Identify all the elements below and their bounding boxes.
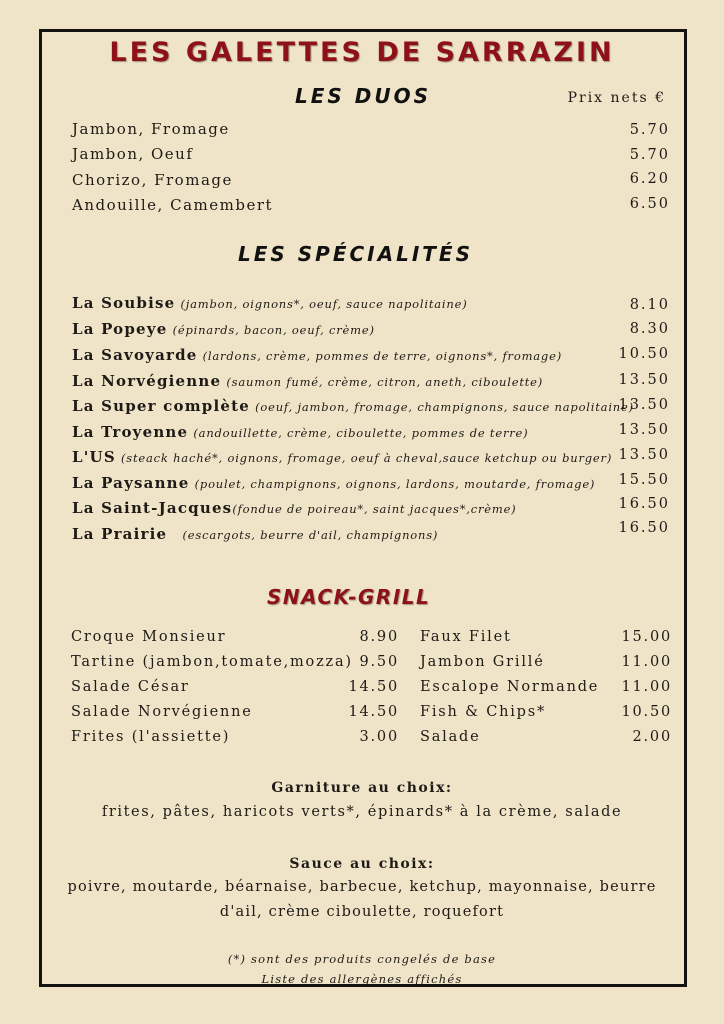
duos-heading: LES DUOS [295, 84, 432, 108]
duo-name: Jambon, Oeuf [72, 145, 194, 163]
snack-item-name: Jambon Grillé [420, 654, 545, 670]
specialite-item [72, 524, 438, 543]
garniture-text: frites, pâtes, haricots verts*, épinards* à la crème, salade [101, 804, 623, 820]
specialite-price: 16.50 [618, 520, 670, 536]
specialite-desc: (saumon fumé, crème, citron, aneth, ciboulette) [226, 375, 544, 389]
snack-item-name: Tartine (jambon,tomate,mozza) [71, 654, 353, 670]
snack-item-name: Escalope Normande [420, 679, 600, 695]
specialite-desc: (fondue de poireau*, saint jacques*,crème) [232, 502, 517, 516]
specialite-name: La Super complète [72, 397, 250, 415]
snack-heading: SNACK-GRILL [267, 585, 431, 609]
snack-item-name: Salade Norvégienne [71, 704, 253, 720]
snack-item-price: 3.00 [359, 729, 399, 745]
specialites-heading: LES SPÉCIALITÉS [238, 242, 473, 266]
menu-title: LES GALETTES DE SARRAZIN [109, 37, 615, 68]
specialite-name: La Soubise [72, 294, 176, 312]
specialite-item [72, 447, 612, 466]
snack-item-price: 10.50 [621, 704, 672, 720]
specialite-desc: (épinards, bacon, oeuf, crème) [172, 323, 375, 337]
specialite-item [72, 345, 562, 364]
specialite-price: 13.50 [618, 397, 670, 413]
snack-item-price: 11.00 [621, 654, 672, 670]
specialite-name: La Popeye [72, 320, 168, 338]
snack-item-price: 8.90 [359, 629, 399, 645]
specialite-name: La Prairie [72, 525, 168, 543]
specialite-item [72, 293, 468, 312]
garniture-heading: Garniture au choix: [271, 780, 453, 796]
specialite-price: 13.50 [618, 422, 670, 438]
specialite-desc: (poulet, champignons, oignons, lardons, moutarde, fromage) [194, 477, 596, 491]
specialite-desc: (steack haché*, oignons, fromage, oeuf à cheval,sauce ketchup ou burger) [120, 451, 613, 465]
allergen-note: Liste des allergènes affichés [261, 972, 463, 986]
price-note: Prix nets € [567, 90, 666, 106]
specialite-item [72, 319, 375, 338]
specialite-name: L'US [72, 448, 116, 466]
specialite-name: La Savoyarde [72, 346, 198, 364]
specialite-price: 16.50 [618, 496, 670, 512]
specialite-desc: (andouillette, crème, ciboulette, pommes de terre) [193, 426, 529, 440]
specialite-name: La Norvégienne [72, 372, 222, 390]
snack-item-price: 11.00 [621, 679, 672, 695]
specialite-desc: (escargots, beurre d'ail, champignons) [182, 528, 439, 542]
specialite-desc: (lardons, crème, pommes de terre, oignons*, fromage) [202, 349, 562, 363]
duo-name: Chorizo, Fromage [72, 171, 233, 189]
duo-name: Jambon, Fromage [72, 120, 230, 138]
specialite-name: La Saint-Jacques [72, 499, 233, 517]
specialite-name: La Paysanne [72, 474, 190, 492]
specialite-item [72, 422, 528, 441]
snack-item-name: Faux Filet [420, 629, 512, 645]
specialite-item [72, 473, 595, 492]
snack-item-price: 9.50 [359, 654, 399, 670]
specialite-price: 13.50 [618, 372, 670, 388]
sauce-heading: Sauce au choix: [289, 856, 435, 872]
snack-item-name: Frites (l'assiette) [71, 729, 231, 745]
sauce-text-line1: poivre, moutarde, béarnaise, barbecue, ketchup, mayonnaise, beurre [67, 879, 657, 895]
frozen-note: (*) sont des produits congelés de base [227, 952, 497, 966]
duo-price: 5.70 [629, 147, 670, 163]
duo-price: 5.70 [629, 122, 670, 138]
specialite-item [72, 371, 543, 390]
snack-item-name: Salade César [71, 679, 190, 695]
specialite-price: 8.10 [629, 297, 670, 313]
snack-item-name: Salade [420, 729, 481, 745]
snack-item-name: Croque Monsieur [71, 629, 227, 645]
specialite-price: 13.50 [618, 447, 670, 463]
duo-name: Andouille, Camembert [72, 196, 274, 214]
specialite-item [72, 396, 634, 415]
specialite-price: 8.30 [629, 321, 670, 337]
duo-price: 6.20 [629, 171, 670, 187]
specialite-desc: (oeuf, jambon, fromage, champignons, sauce napolitaine) [255, 400, 634, 414]
snack-item-name: Fish & Chips* [420, 704, 547, 720]
specialite-name: La Troyenne [72, 423, 189, 441]
sauce-text-line2: d'ail, crème ciboulette, roquefort [219, 904, 505, 920]
specialite-price: 15.50 [618, 472, 670, 488]
specialite-desc: (jambon, oignons*, oeuf, sauce napolitaine) [180, 297, 468, 311]
snack-item-price: 14.50 [348, 704, 399, 720]
specialite-item [72, 498, 516, 517]
snack-item-price: 15.00 [621, 629, 672, 645]
duo-price: 6.50 [629, 196, 670, 212]
snack-item-price: 14.50 [348, 679, 399, 695]
specialite-price: 10.50 [618, 346, 670, 362]
snack-item-price: 2.00 [632, 729, 672, 745]
